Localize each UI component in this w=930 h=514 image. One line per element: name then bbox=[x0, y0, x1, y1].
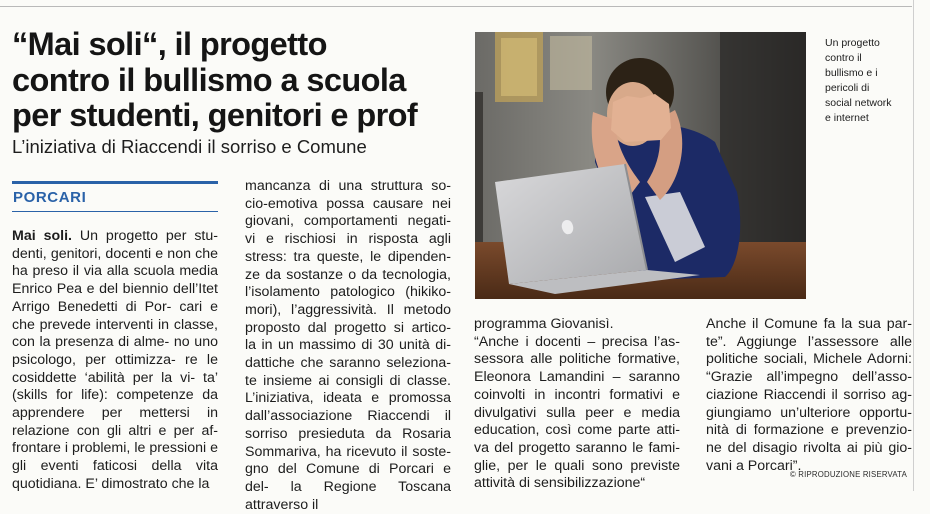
text-line: te insieme ai consigli di classe. bbox=[245, 372, 451, 389]
lead-bold: Mai soli. bbox=[12, 228, 72, 244]
section-rule-top bbox=[12, 181, 218, 184]
text-line: Anche il Comune fa la sua par- bbox=[706, 316, 912, 332]
text-line: Eleonora Lamandini – saranno bbox=[474, 369, 680, 386]
caption-line: Un progetto bbox=[825, 37, 880, 49]
subheadline: L’iniziativa di Riaccendi il sorriso e Comune bbox=[12, 136, 367, 157]
text-line: mancanza di una struttura so- bbox=[245, 178, 451, 194]
article-column-3 bbox=[474, 316, 680, 493]
headline bbox=[12, 27, 482, 134]
text-line: relazione con gli altri e per af- bbox=[12, 422, 218, 439]
photo-illustration bbox=[475, 32, 806, 299]
text-line: cari e che prevede interventi in bbox=[12, 298, 218, 333]
text-line: dattiche che saranno seleziona- bbox=[245, 355, 451, 372]
text-line: education, così come parte atti- bbox=[474, 422, 680, 439]
text-line: stress: tra queste, le dipenden- bbox=[245, 248, 451, 265]
caption-line: pericoli di bbox=[825, 82, 870, 94]
text-line: frontare i problemi, le pressioni bbox=[12, 440, 207, 457]
text-line: sorriso presieduta da Rosaria bbox=[245, 425, 451, 442]
text-line: programma Giovanisì. bbox=[474, 316, 614, 332]
text-line: re le cosiddette ‘abilità per la vi- bbox=[12, 351, 218, 386]
text-line: ciazione Riaccendi il sorriso ag- bbox=[706, 386, 912, 403]
text-line: l’isolamento patologico (hikiko- bbox=[245, 284, 451, 301]
photo-caption bbox=[825, 36, 909, 126]
text-line: Sommariva, ha ricevuto il soste- bbox=[245, 443, 451, 460]
article-column-1 bbox=[12, 228, 218, 494]
text-line: gno del Comune di Porcari e del- bbox=[245, 461, 451, 495]
text-line: giungiamo un’ulteriore opportu- bbox=[706, 404, 912, 421]
text-line: nità di formazione e prevenzio- bbox=[706, 422, 912, 439]
text-line: mori), l’aggressività. Il metodo bbox=[245, 301, 451, 318]
caption-line: social network bbox=[825, 97, 892, 109]
text-line: “Anche i docenti – precisa l’as- bbox=[474, 333, 680, 350]
text-line: la Regione Toscana attraverso il bbox=[245, 478, 451, 513]
column-rule bbox=[913, 0, 914, 491]
headline-line: contro il bullismo a scuola bbox=[12, 61, 406, 98]
caption-line: e internet bbox=[825, 112, 869, 124]
article-column-4 bbox=[706, 316, 912, 475]
headline-line: per studenti, genitori e prof bbox=[12, 97, 418, 133]
text-line: ze da sostanze o da tecnologia, bbox=[245, 266, 451, 283]
text-line: sessora alle politiche formative, bbox=[474, 351, 680, 368]
text-line: coinvolti in incontri formativi e bbox=[474, 386, 680, 403]
text-line: la in un massimo di 30 unità di- bbox=[245, 337, 451, 354]
caption-line: bullismo e i bbox=[825, 67, 878, 79]
text-line: dall’associazione Riaccendi il bbox=[245, 408, 451, 425]
top-rule bbox=[0, 6, 912, 7]
caption-line: contro il bbox=[825, 52, 862, 64]
text-line: va del progetto saranno le fami- bbox=[474, 439, 680, 456]
article-photo bbox=[475, 32, 806, 299]
text-line: attività di sensibilizzazione“ bbox=[474, 475, 646, 492]
text-line: ta’ (skills for life): competenze bbox=[12, 369, 218, 404]
copyright-notice: © RIPRODUZIONE RISERVATA bbox=[790, 470, 907, 479]
text-line: denti, genitori, docenti e non bbox=[12, 245, 191, 262]
text-line: divulgativi sulla peer e media bbox=[474, 404, 680, 421]
text-line: Un progetto per stu- bbox=[71, 228, 218, 244]
article-column-2 bbox=[245, 178, 451, 514]
text-line: cio-emotiva possa causare nei bbox=[245, 195, 451, 212]
text-line: vi e rischiosi in risposta agli bbox=[245, 231, 451, 248]
section-rule-bottom bbox=[12, 211, 218, 212]
text-line: classe, con la presenza di alme- bbox=[12, 316, 218, 351]
text-line: “Grazie all’impegno dell’asso- bbox=[706, 369, 912, 386]
headline-line: “Mai soli“, il progetto bbox=[12, 26, 327, 62]
text-line: te”. Aggiunge l’assessore alle bbox=[706, 333, 912, 350]
text-line: no uno psicologo, per ottimizza- bbox=[12, 334, 218, 368]
text-line: che ha preso il via alla scuola bbox=[12, 245, 218, 280]
text-line: glie, per le quali sono previste bbox=[474, 457, 680, 474]
text-line: ne del disagio rivolta ai più gio- bbox=[706, 439, 912, 456]
text-line: L’iniziativa, ideata e promossa bbox=[245, 390, 451, 407]
text-line: proposto dal progetto si artico- bbox=[245, 319, 451, 336]
text-line: e gli eventi faticosi della vita bbox=[12, 440, 218, 475]
text-line: vani a Porcari”. bbox=[706, 457, 802, 474]
text-line: giovani, comportamenti negati- bbox=[245, 213, 451, 230]
text-line: da apprendere per mettersi in bbox=[12, 387, 218, 422]
text-line: politiche sociali, Michele Adorni: bbox=[706, 351, 912, 368]
text-line: quotidiana. E’ dimostrato che la bbox=[12, 475, 210, 492]
section-label: PORCARI bbox=[13, 189, 87, 206]
text-line: media Enrico Pea e del biennio bbox=[12, 263, 218, 298]
text-line: dell’Itet Arrigo Benedetti di Por- bbox=[12, 281, 218, 315]
